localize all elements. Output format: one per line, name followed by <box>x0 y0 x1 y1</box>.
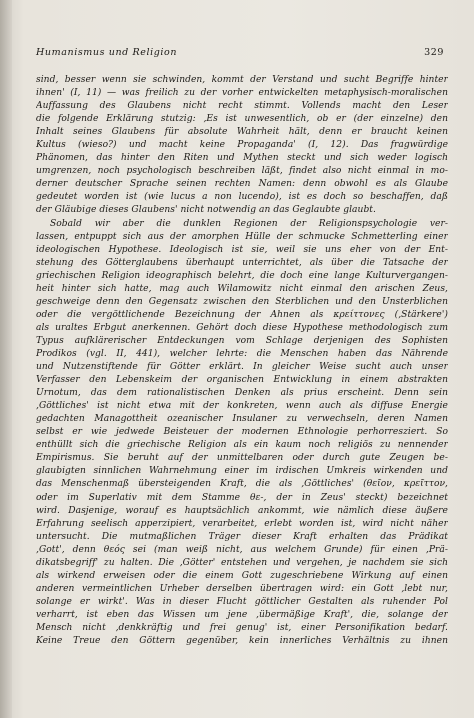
text-line: anderen vermeintlichen Urheber derselben übertragen wird: ein Gott ‚lebt nur, <box>36 583 448 594</box>
text-line: Erfahrung seelisch apperzipiert, verarbeitet, erlebt worden ist, wird nicht näher <box>36 518 448 529</box>
running-header <box>36 47 444 61</box>
text-line: Verfasser den Lebenskeim der organischen Entwicklung in einem abstrakten <box>36 375 448 386</box>
text-line: oder im Superlativ mit dem Stamme θε-, der in Zeus' steckt) bezeichnet <box>36 492 448 503</box>
text-line: stehung des Götterglaubens überhaupt unterrichtet, als über die Tatsache der <box>36 257 448 268</box>
text-line: als wirkend erweisen oder die einem Gott zugeschriebene Wirkung auf einen <box>36 570 448 581</box>
text-line: Keine Treue den Göttern gegenüber, kein innerliches Verhältnis zu ihnen <box>36 636 448 647</box>
text-line: Mensch nicht ‚denkkräftig und frei genug' ist, einer Personifikation bedarf. <box>36 622 448 633</box>
text-line: ihnen' (I, 11) — was freilich zu der vorher entwickelten metaphysisch-moralischen <box>36 88 448 99</box>
text-line: Kultus (wieso?) und macht keine Propaganda' (I, 12). Das fragwürdige <box>36 140 448 151</box>
text-line: ‚Göttliches' ist nicht etwa mit der konkreten, wenn auch als diffuse Energie <box>36 401 448 412</box>
text-line: derner deutscher Sprache seinen rechten Namen: denn obwohl es als Glaube <box>36 179 448 190</box>
text-line: gedeutet worden ist (wie lucus a non lucendo), ist es doch so beschaffen, daß <box>36 192 448 203</box>
running-title: Humanismus und Religion <box>36 47 178 58</box>
text-line: lassen, entpuppt sich aus der amorphen Hülle der schmucke Schmetterling einer <box>36 231 448 242</box>
text-line: verharrt, ist eben das Wissen um jene ‚übermäßige Kraft', die, solange der <box>36 609 448 620</box>
text-line: glaubigten sinnlichen Wahrnehmung einer im irdischen Umkreis wirkenden und <box>36 466 448 477</box>
text-line: Phänomen, das hinter den Riten und Mythen steckt und sich weder logisch <box>36 153 448 164</box>
text-line: und Nutzenstiftende für Götter erklärt. In gleicher Weise sucht auch unser <box>36 362 448 373</box>
text-line: Urnotum, das dem rationalistischen Denken als prius erscheint. Denn sein <box>36 388 448 399</box>
text-line: heit hinter sich hatte, mag auch Wilamowitz nicht einmal den arischen Zeus, <box>36 283 448 294</box>
text-line: Sobald wir aber die dunklen Regionen der Religionspsychologie ver- <box>50 218 448 229</box>
text-line: untersucht. Die mutmaßlichen Träger dieser Kraft erhalten das Prädikat <box>36 531 448 542</box>
text-line: Inhalt seines Glaubens für absolute Wahrheit hält, denn er braucht keinen <box>36 127 448 138</box>
text-line: gedachten Managottheit ozeanischer Insulaner zu verwechseln, deren Namen <box>36 414 448 425</box>
text-line: wird. Dasjenige, worauf es hauptsächlich ankommt, wie nämlich diese äußere <box>36 505 448 516</box>
text-line: Typus aufklärerischer Entdeckungen vom Schlage derjenigen des Sophisten <box>36 335 448 346</box>
text-line: ‚Gott', denn θεός sei (man weiß nicht, aus welchem Grunde) für einen ‚Prä- <box>36 544 448 555</box>
text-line: Auffassung des Glaubens nicht recht stimmt. Vollends macht den Leser <box>36 101 448 112</box>
text-line: selbst er wie jedwede Beisteuer der modernen Ethnologie perhorresziert. So <box>36 427 448 438</box>
text-line: oder die vergöttlichende Bezeichnung der Ahnen als κρείττονες (‚Stärkere') <box>36 309 448 320</box>
text-line: umgrenzen, noch psychologisch beschreiben läßt, findet also nicht einmal in mo- <box>36 166 448 177</box>
text-line: das Menschenmaß übersteigenden Kraft, die als ‚Göttliches' (θεῖον, κρεῖττον, <box>36 479 448 490</box>
text-line: Empirismus. Sie beruht auf der unmittelbaren oder durch gute Zeugen be- <box>36 453 448 464</box>
text-line: Prodikos (vgl. II, 441), welcher lehrte: die Menschen haben das Nährende <box>36 348 448 359</box>
page-number: 329 <box>424 47 444 58</box>
binding-gutter <box>0 0 12 718</box>
text-line: griechischen Religion ideographisch belehrt, die doch eine lange Kulturvergangen- <box>36 270 448 281</box>
text-line: der Gläubige dieses Glaubens' nicht notwendig an das Geglaubte glaubt. <box>36 205 376 216</box>
text-line: geschweige denn den Gegensatz zwischen den Sterblichen und den Unsterblichen <box>36 296 448 307</box>
text-line: dikatsbegriff' zu halten. Die ‚Götter' entstehen und vergehen, je nachdem sie sich <box>36 557 448 568</box>
text-line: die folgende Erklärung stutzig: ‚Es ist unwesentlich, ob er (der einzelne) den <box>36 114 448 125</box>
page-body-text <box>36 74 448 648</box>
text-line: sind, besser wenn sie schwinden, kommt der Verstand und sucht Begriffe hinter <box>36 75 448 85</box>
text-line: solange er wirkt'. Was in dieser Flucht göttlicher Gestalten als ruhender Pol <box>36 596 448 607</box>
text-line: ideologischen Hypothese. Ideologisch ist sie, weil sie uns eher von der Ent- <box>36 244 448 255</box>
text-line: als uraltes Erbgut anerkennen. Gehört doch diese Hypothese methodologisch zum <box>36 322 448 333</box>
text-line: enthüllt sich die griechische Religion als ein kaum noch religiös zu nennender <box>36 440 448 451</box>
